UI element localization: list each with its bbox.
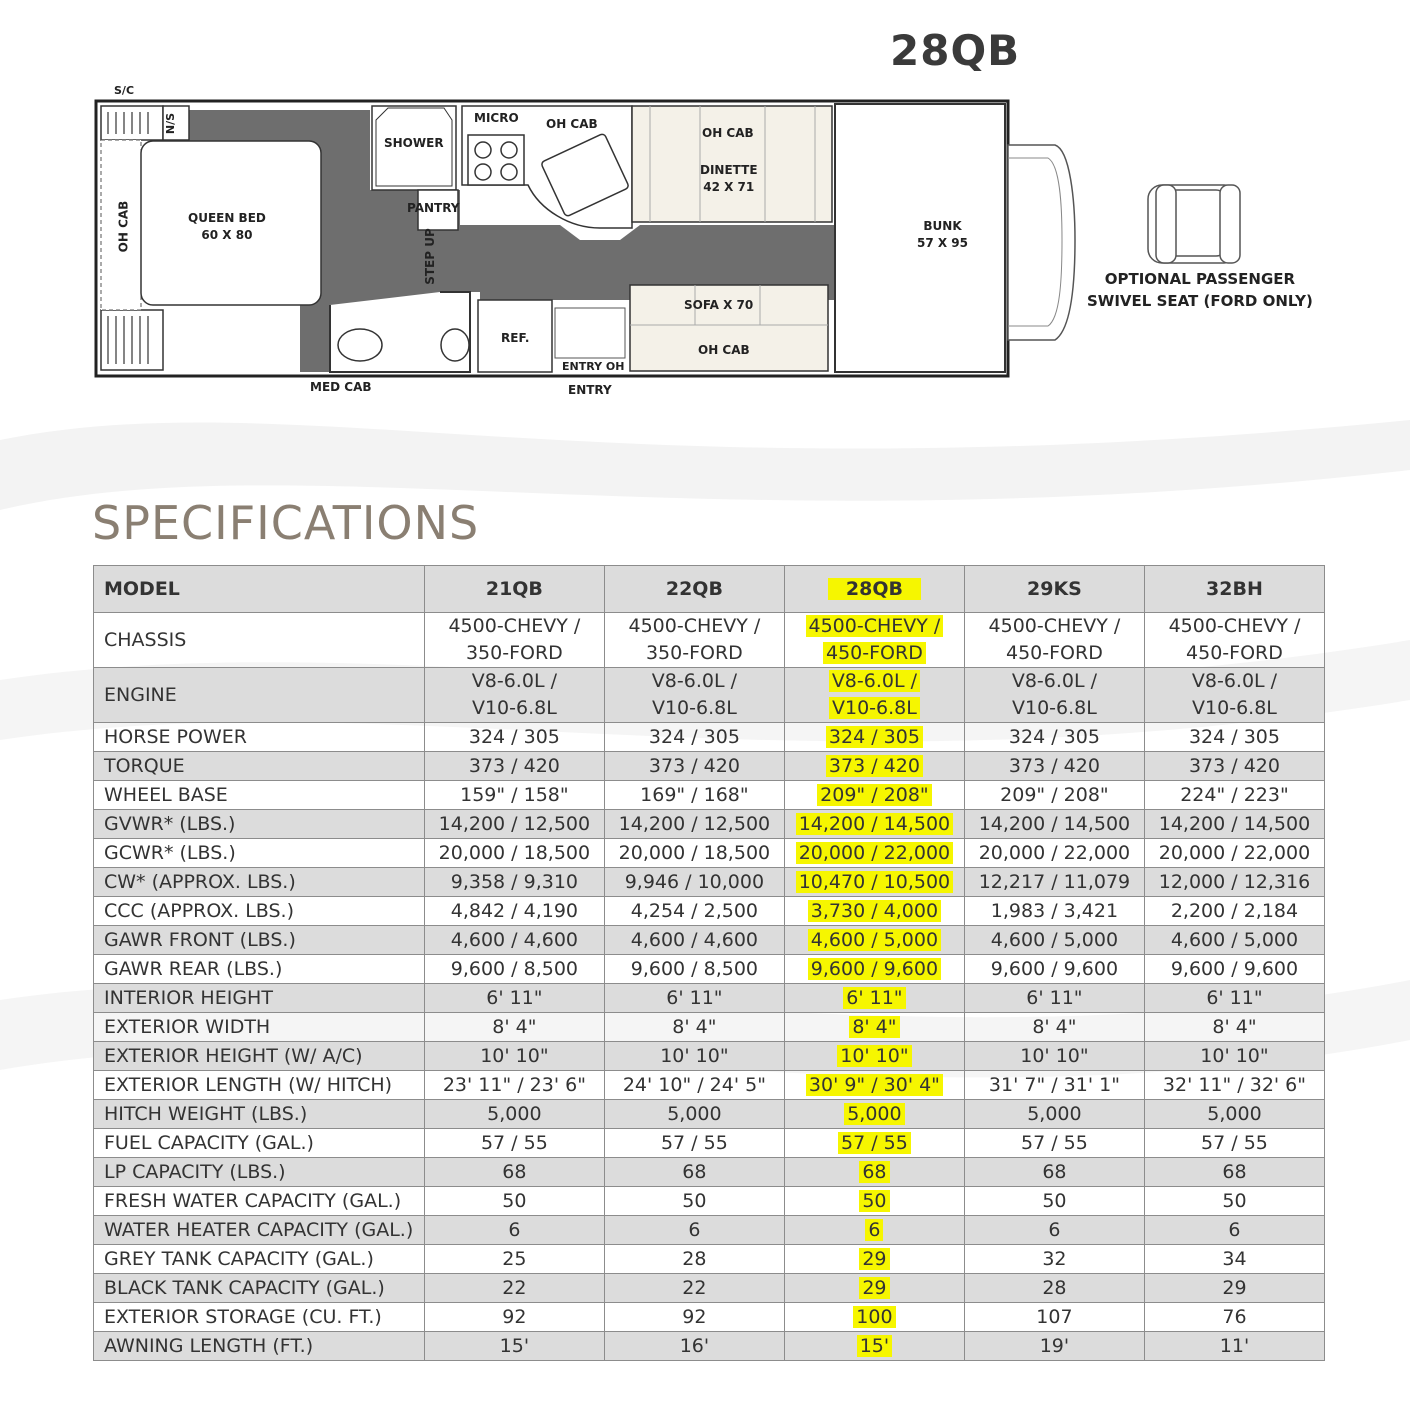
cell-value: V8-6.0L / V10-6.8L <box>424 668 604 723</box>
cell-value: 6 <box>424 1216 604 1245</box>
label-queen-bed: QUEEN BED 60 X 80 <box>188 211 266 242</box>
specifications-table <box>93 565 1325 1361</box>
cell-value: 9,600 / 9,600 <box>964 955 1144 984</box>
cell-value: 9,600 / 8,500 <box>424 955 604 984</box>
table-row <box>94 781 1325 810</box>
cell-value: 9,600 / 8,500 <box>604 955 784 984</box>
cell-value: 10' 10" <box>424 1042 604 1071</box>
cell-value-highlighted: 68 <box>784 1158 964 1187</box>
cell-value-highlighted: 6' 11" <box>784 984 964 1013</box>
row-label: CW* (APPROX. LBS.) <box>94 868 425 897</box>
row-label: BLACK TANK CAPACITY (GAL.) <box>94 1274 425 1303</box>
cell-value: 25 <box>424 1245 604 1274</box>
cell-value-highlighted: 209" / 208" <box>784 781 964 810</box>
cell-value: 8' 4" <box>1144 1013 1324 1042</box>
row-label: INTERIOR HEIGHT <box>94 984 425 1013</box>
row-label: GVWR* (LBS.) <box>94 810 425 839</box>
cell-value: 5,000 <box>1144 1100 1324 1129</box>
row-label: GAWR REAR (LBS.) <box>94 955 425 984</box>
cell-value: 324 / 305 <box>964 723 1144 752</box>
header-cell: MODEL <box>94 566 425 613</box>
cell-value: V8-6.0L / V10-6.8L <box>964 668 1144 723</box>
cell-value-highlighted: 10,470 / 10,500 <box>784 868 964 897</box>
cell-value: V8-6.0L / V10-6.8L <box>604 668 784 723</box>
label-oh-cab-sofa: OH CAB <box>698 343 750 357</box>
cell-value-highlighted: 4500-CHEVY / 450-FORD <box>784 613 964 668</box>
table-row <box>94 955 1325 984</box>
cell-value: 50 <box>1144 1187 1324 1216</box>
cell-value: 16' <box>604 1332 784 1361</box>
row-label: WATER HEATER CAPACITY (GAL.) <box>94 1216 425 1245</box>
cell-value: 159" / 158" <box>424 781 604 810</box>
cell-value-highlighted: 29 <box>784 1274 964 1303</box>
cell-value-highlighted: 29 <box>784 1245 964 1274</box>
cell-value-highlighted: 9,600 / 9,600 <box>784 955 964 984</box>
cell-value: 4,254 / 2,500 <box>604 897 784 926</box>
cell-value: 19' <box>964 1332 1144 1361</box>
cell-value: 8' 4" <box>964 1013 1144 1042</box>
cell-value: 14,200 / 14,500 <box>964 810 1144 839</box>
cell-value: 324 / 305 <box>604 723 784 752</box>
cell-value: 14,200 / 14,500 <box>1144 810 1324 839</box>
row-label: GAWR FRONT (LBS.) <box>94 926 425 955</box>
row-label: GCWR* (LBS.) <box>94 839 425 868</box>
label-sofa: SOFA X 70 <box>684 298 754 312</box>
label-entry: ENTRY <box>568 383 612 397</box>
table-row <box>94 839 1325 868</box>
cell-value: 15' <box>424 1332 604 1361</box>
cell-value-highlighted: 14,200 / 14,500 <box>784 810 964 839</box>
cell-value: 68 <box>1144 1158 1324 1187</box>
cell-value: 9,946 / 10,000 <box>604 868 784 897</box>
row-label: TORQUE <box>94 752 425 781</box>
cell-value: 2,200 / 2,184 <box>1144 897 1324 926</box>
cell-value-highlighted: 324 / 305 <box>784 723 964 752</box>
table-row <box>94 1013 1325 1042</box>
cell-value: 373 / 420 <box>1144 752 1324 781</box>
cell-value: 32 <box>964 1245 1144 1274</box>
cell-value-highlighted: V8-6.0L / V10-6.8L <box>784 668 964 723</box>
cell-value-highlighted: 4,600 / 5,000 <box>784 926 964 955</box>
table-row <box>94 1071 1325 1100</box>
cell-value: 12,217 / 11,079 <box>964 868 1144 897</box>
cell-value: 28 <box>604 1245 784 1274</box>
cell-value: 6 <box>604 1216 784 1245</box>
cell-value-highlighted: 10' 10" <box>784 1042 964 1071</box>
cell-value: 12,000 / 12,316 <box>1144 868 1324 897</box>
cell-value: 76 <box>1144 1303 1324 1332</box>
cell-value: 1,983 / 3,421 <box>964 897 1144 926</box>
label-shower: SHOWER <box>384 136 444 150</box>
cell-value: 209" / 208" <box>964 781 1144 810</box>
cell-value: 50 <box>424 1187 604 1216</box>
table-row <box>94 1158 1325 1187</box>
cell-value: 92 <box>604 1303 784 1332</box>
cell-value: 20,000 / 18,500 <box>604 839 784 868</box>
cell-value: 6' 11" <box>1144 984 1324 1013</box>
cell-value: 50 <box>964 1187 1144 1216</box>
table-row <box>94 613 1325 668</box>
cell-value: 68 <box>604 1158 784 1187</box>
cell-value-highlighted: 373 / 420 <box>784 752 964 781</box>
row-label: LP CAPACITY (LBS.) <box>94 1158 425 1187</box>
row-label: EXTERIOR WIDTH <box>94 1013 425 1042</box>
cell-value: 6' 11" <box>604 984 784 1013</box>
label-ref: REF. <box>501 331 530 345</box>
table-row <box>94 1042 1325 1071</box>
cell-value: 9,358 / 9,310 <box>424 868 604 897</box>
cell-value: 20,000 / 22,000 <box>964 839 1144 868</box>
cell-value-highlighted: 50 <box>784 1187 964 1216</box>
label-oh-cab-kitchen: OH CAB <box>546 117 598 131</box>
cell-value: 23' 11" / 23' 6" <box>424 1071 604 1100</box>
cell-value: 4,600 / 5,000 <box>964 926 1144 955</box>
table-row <box>94 897 1325 926</box>
cell-value: 224" / 223" <box>1144 781 1324 810</box>
row-label: EXTERIOR LENGTH (W/ HITCH) <box>94 1071 425 1100</box>
cell-value: 6 <box>1144 1216 1324 1245</box>
cell-value: 8' 4" <box>604 1013 784 1042</box>
label-ns: N/S <box>164 112 178 135</box>
label-step-up: STEP UP <box>422 228 437 285</box>
header-cell: 22QB <box>604 566 784 613</box>
cell-value: 28 <box>964 1274 1144 1303</box>
cell-value: 373 / 420 <box>604 752 784 781</box>
cell-value: 5,000 <box>964 1100 1144 1129</box>
model-title: 28QB <box>890 26 1021 75</box>
cell-value: 107 <box>964 1303 1144 1332</box>
label-optional-seat: OPTIONAL PASSENGER SWIVEL SEAT (FORD ONLY) <box>1087 270 1313 310</box>
table-row <box>94 1216 1325 1245</box>
table-row <box>94 1187 1325 1216</box>
cell-value-highlighted: 30' 9" / 30' 4" <box>784 1071 964 1100</box>
label-oh-cab-dinette: OH CAB <box>702 126 754 140</box>
cell-value: 10' 10" <box>964 1042 1144 1071</box>
cell-value: 8' 4" <box>424 1013 604 1042</box>
cell-value: 9,600 / 9,600 <box>1144 955 1324 984</box>
cell-value: 32' 11" / 32' 6" <box>1144 1071 1324 1100</box>
table-row <box>94 1245 1325 1274</box>
row-label: CCC (APPROX. LBS.) <box>94 897 425 926</box>
row-label: ENGINE <box>94 668 425 723</box>
cell-value: 57 / 55 <box>604 1129 784 1158</box>
row-label: HITCH WEIGHT (LBS.) <box>94 1100 425 1129</box>
cell-value: 6' 11" <box>424 984 604 1013</box>
table-row <box>94 1100 1325 1129</box>
table-row <box>94 668 1325 723</box>
cell-value-highlighted: 57 / 55 <box>784 1129 964 1158</box>
cell-value: 29 <box>1144 1274 1324 1303</box>
label-dinette: DINETTE 42 X 71 <box>700 163 758 194</box>
table-row <box>94 1274 1325 1303</box>
cell-value: 4,842 / 4,190 <box>424 897 604 926</box>
cell-value: 6' 11" <box>964 984 1144 1013</box>
cell-value: 373 / 420 <box>964 752 1144 781</box>
table-body <box>94 613 1325 1361</box>
label-entry-oh: ENTRY OH <box>562 360 625 373</box>
table-row <box>94 868 1325 897</box>
cell-value: 24' 10" / 24' 5" <box>604 1071 784 1100</box>
label-micro: MICRO <box>474 111 519 125</box>
header-cell-highlighted: 28QB <box>784 566 964 613</box>
row-label: EXTERIOR STORAGE (CU. FT.) <box>94 1303 425 1332</box>
cell-value: 4,600 / 4,600 <box>424 926 604 955</box>
cell-value: 22 <box>604 1274 784 1303</box>
header-cell: 21QB <box>424 566 604 613</box>
cell-value: 10' 10" <box>1144 1042 1324 1071</box>
cell-value: V8-6.0L / V10-6.8L <box>1144 668 1324 723</box>
cell-value-highlighted: 20,000 / 22,000 <box>784 839 964 868</box>
table-row <box>94 1332 1325 1361</box>
cell-value: 4500-CHEVY / 350-FORD <box>604 613 784 668</box>
table-row <box>94 752 1325 781</box>
header-cell: 32BH <box>1144 566 1324 613</box>
cell-value: 14,200 / 12,500 <box>604 810 784 839</box>
table-row <box>94 1129 1325 1158</box>
cell-value: 4,600 / 4,600 <box>604 926 784 955</box>
cell-value: 31' 7" / 31' 1" <box>964 1071 1144 1100</box>
cell-value: 324 / 305 <box>424 723 604 752</box>
label-med-cab: MED CAB <box>310 380 372 394</box>
cell-value: 92 <box>424 1303 604 1332</box>
cell-value: 324 / 305 <box>1144 723 1324 752</box>
header-cell: 29KS <box>964 566 1144 613</box>
table-header-row <box>94 566 1325 613</box>
cell-value: 373 / 420 <box>424 752 604 781</box>
table-row <box>94 984 1325 1013</box>
cell-value: 4,600 / 5,000 <box>1144 926 1324 955</box>
row-label: CHASSIS <box>94 613 425 668</box>
row-label: WHEEL BASE <box>94 781 425 810</box>
row-label: FUEL CAPACITY (GAL.) <box>94 1129 425 1158</box>
table-row <box>94 810 1325 839</box>
cell-value: 20,000 / 18,500 <box>424 839 604 868</box>
label-bunk: BUNK 57 X 95 <box>917 219 969 250</box>
row-label: FRESH WATER CAPACITY (GAL.) <box>94 1187 425 1216</box>
cell-value: 57 / 55 <box>1144 1129 1324 1158</box>
table-row <box>94 723 1325 752</box>
table-row <box>94 926 1325 955</box>
label-oh-cab-rear: OH CAB <box>116 200 131 253</box>
cell-value: 4500-CHEVY / 450-FORD <box>1144 613 1324 668</box>
cell-value-highlighted: 5,000 <box>784 1100 964 1129</box>
cell-value-highlighted: 15' <box>784 1332 964 1361</box>
cell-value: 50 <box>604 1187 784 1216</box>
cell-value: 6 <box>964 1216 1144 1245</box>
cell-value: 57 / 55 <box>424 1129 604 1158</box>
cell-value: 5,000 <box>424 1100 604 1129</box>
label-sc: S/C <box>114 84 135 97</box>
row-label: HORSE POWER <box>94 723 425 752</box>
cell-value: 10' 10" <box>604 1042 784 1071</box>
cell-value: 4500-CHEVY / 450-FORD <box>964 613 1144 668</box>
cell-value: 22 <box>424 1274 604 1303</box>
row-label: EXTERIOR HEIGHT (W/ A/C) <box>94 1042 425 1071</box>
cell-value: 169" / 168" <box>604 781 784 810</box>
cell-value-highlighted: 3,730 / 4,000 <box>784 897 964 926</box>
cell-value: 68 <box>424 1158 604 1187</box>
cell-value: 14,200 / 12,500 <box>424 810 604 839</box>
cell-value-highlighted: 100 <box>784 1303 964 1332</box>
cell-value: 34 <box>1144 1245 1324 1274</box>
cell-value: 5,000 <box>604 1100 784 1129</box>
cell-value: 4500-CHEVY / 350-FORD <box>424 613 604 668</box>
specifications-heading: SPECIFICATIONS <box>92 496 480 550</box>
cell-value-highlighted: 6 <box>784 1216 964 1245</box>
cell-value: 68 <box>964 1158 1144 1187</box>
cell-value: 11' <box>1144 1332 1324 1361</box>
table-row <box>94 1303 1325 1332</box>
row-label: AWNING LENGTH (FT.) <box>94 1332 425 1361</box>
label-pantry: PANTRY <box>407 201 460 215</box>
cell-value-highlighted: 8' 4" <box>784 1013 964 1042</box>
row-label: GREY TANK CAPACITY (GAL.) <box>94 1245 425 1274</box>
cell-value: 57 / 55 <box>964 1129 1144 1158</box>
cell-value: 20,000 / 22,000 <box>1144 839 1324 868</box>
